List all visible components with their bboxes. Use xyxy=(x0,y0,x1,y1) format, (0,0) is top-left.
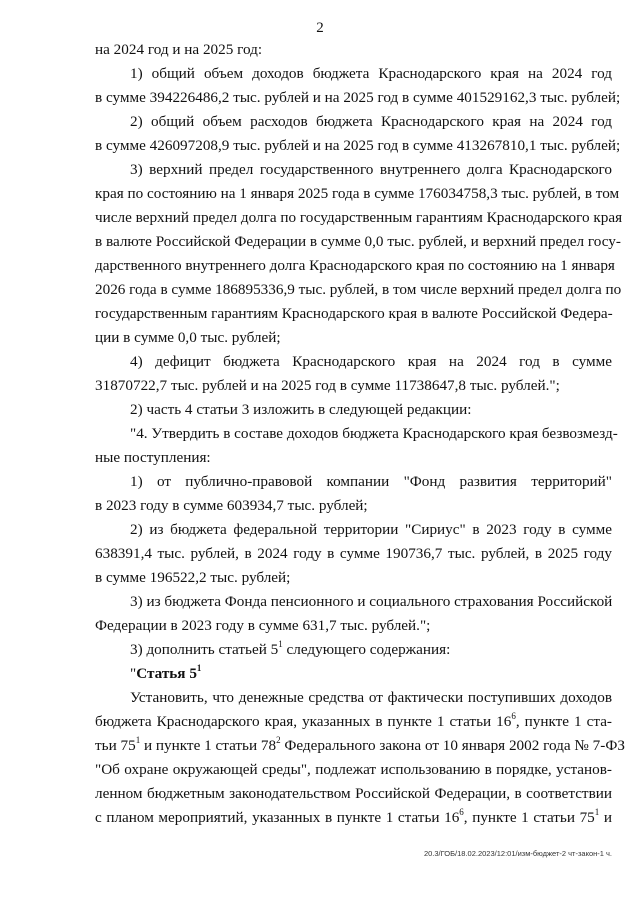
text-line: в валюте Российской Федерации в сумме 0,0 тыс. рублей, и верхний предел госу- xyxy=(95,233,621,250)
text-line: в сумме 426097208,9 тыс. рублей и на 2025 год в сумме 413267810,1 тыс. рублей; xyxy=(95,137,621,154)
text-line: 2) часть 4 статьи 3 изложить в следующей редакции: xyxy=(130,401,472,418)
text-line: ленном бюджетным законодательством Российской Федерации, в соответствии xyxy=(95,785,612,802)
text-line: ные поступления: xyxy=(95,449,211,466)
text-line: Федерации в 2023 году в сумме 631,7 тыс. рублей."; xyxy=(95,617,431,634)
text-line: 3) дополнить статьей $5^1$ следующего содержания: xyxy=(130,638,451,658)
text-line: ции в сумме 0,0 тыс. рублей; xyxy=(95,329,281,346)
text-line: 4) дефицит бюджета Краснодарского края на 2024 год в сумме xyxy=(130,353,612,370)
text-line: 1) от публично-правовой компании "Фонд развития территорий" xyxy=(130,473,612,490)
text-line: 3) верхний предел государственного внутреннего долга Краснодарского xyxy=(130,161,612,178)
text-line: 1) общий объем доходов бюджета Краснодарского края на 2024 год xyxy=(130,65,612,82)
text-line: в сумме 196522,2 тыс. рублей; xyxy=(95,569,291,586)
article-heading: "Статья $5^1$ xyxy=(130,662,202,682)
text-line: государственным гарантиям Краснодарского края в валюте Российской Федера- xyxy=(95,305,613,322)
text-line: края по состоянию на 1 января 2025 года в сумме 176034758,3 тыс. рублей, в том xyxy=(95,185,620,202)
text-line: на 2024 год и на 2025 год: xyxy=(95,41,263,58)
page-number: 2 xyxy=(316,20,324,36)
text-line: с планом мероприятий, указанных в пункте 1 статьи $16^6$, пункте 1 статьи $75^1$ и xyxy=(95,806,612,826)
footer-file-path: 20.3/ГОБ/18.02.2023/12:01/изм-бюджет-2 чт-закон-1 ч. xyxy=(423,849,612,858)
text-line: бюджета Краснодарского края, указанных в пункте 1 статьи $16^6$, пункте 1 ста- xyxy=(95,710,612,730)
text-line: 2) общий объем расходов бюджета Краснодарского края на 2024 год xyxy=(130,113,612,130)
text-line: "Об охране окружающей среды", подлежат использованию в порядке, установ- xyxy=(95,761,612,778)
text-line: в сумме 394226486,2 тыс. рублей и на 2025 год в сумме 401529162,3 тыс. рублей; xyxy=(95,89,621,106)
text-line: "4. Утвердить в составе доходов бюджета Краснодарского края безвозмезд- xyxy=(130,425,618,442)
text-line: 2) из бюджета федеральной территории "Сириус" в 2023 году в сумме xyxy=(130,521,612,538)
text-line: Установить, что денежные средства от фактически поступивших доходов xyxy=(130,689,612,706)
text-line: 638391,4 тыс. рублей, в 2024 году в сумме 190736,7 тыс. рублей, в 2025 году xyxy=(95,545,612,562)
text-line: 31870722,7 тыс. рублей и на 2025 год в сумме 11738647,8 тыс. рублей."; xyxy=(95,377,560,394)
text-line: тьи $75^1$ и пункте 1 статьи $78^2$ Федерального закона от 10 января 2002 года № 7-ФЗ xyxy=(95,734,625,754)
text-line: числе верхний предел долга по государственным гарантиям Краснодарского края xyxy=(95,209,623,226)
text-line: дарственного внутреннего долга Краснодарского края по состоянию на 1 января xyxy=(95,257,615,274)
text-line: в 2023 году в сумме 603934,7 тыс. рублей; xyxy=(95,497,368,514)
text-line: 2026 года в сумме 186895336,9 тыс. рублей, в том числе верхний предел долга по xyxy=(95,281,622,298)
text-line: 3) из бюджета Фонда пенсионного и социального страхования Российской xyxy=(130,593,613,610)
